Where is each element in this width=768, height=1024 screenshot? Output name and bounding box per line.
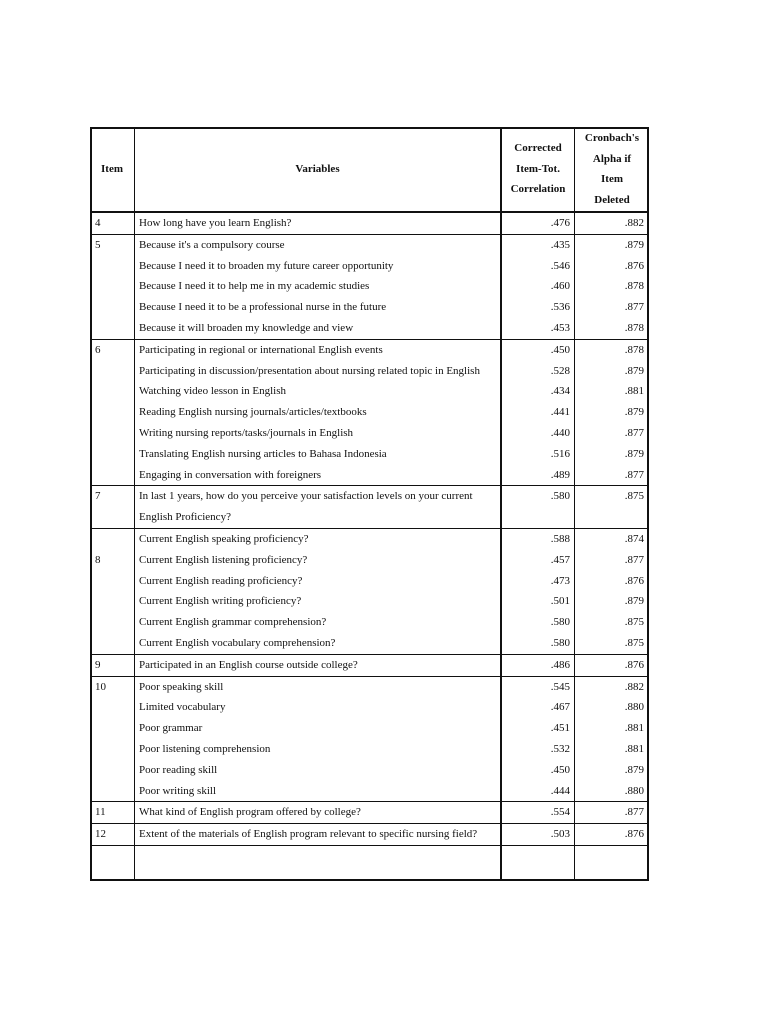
variable-cell: How long have you learn English? <box>134 212 501 234</box>
variable-cell: Current English speaking proficiency? <box>139 532 309 545</box>
corrected-correlation-cell: .580 <box>550 616 570 629</box>
item-number-cell <box>90 633 134 654</box>
alpha-if-deleted-cell: .876 <box>624 574 644 587</box>
alpha-if-deleted-cell: .878 <box>624 280 644 293</box>
table-row <box>90 633 649 654</box>
item-number-cell: 5 <box>95 238 101 251</box>
variable-cell: Current English grammar comprehension? <box>139 616 327 629</box>
variable-cell: Because I need it to be a professional nurse in the future <box>139 301 387 314</box>
alpha-if-deleted-cell: .880 <box>624 701 644 714</box>
corrected-correlation-cell: .503 <box>501 824 575 846</box>
table-body <box>90 212 649 845</box>
item-number-cell <box>90 739 134 760</box>
item-number-cell: 10 <box>95 680 106 693</box>
corrected-correlation-cell: .450 <box>550 763 570 776</box>
table-row <box>90 339 649 360</box>
corrected-correlation-cell: .489 <box>501 465 575 486</box>
variable-cell: Limited vocabulary <box>139 701 226 714</box>
table-row <box>90 550 649 571</box>
table-row <box>90 802 649 824</box>
variable-cell: Poor writing skill <box>134 781 501 802</box>
alpha-if-deleted-cell: .879 <box>624 763 644 776</box>
item-number-cell <box>90 361 134 382</box>
reliability-table <box>90 127 649 846</box>
variable-cell: Participated in an English course outside college? <box>134 654 501 676</box>
item-number-cell: 12 <box>90 824 134 846</box>
variable-cell: Poor grammar <box>139 722 203 735</box>
variable-cell: Because I need it to help me in my academic studies <box>139 280 370 293</box>
corrected-correlation-cell: .588 <box>550 532 570 545</box>
variable-cell: Because it will broaden my knowledge and view <box>134 318 501 339</box>
item-number-cell <box>90 444 134 465</box>
corrected-correlation-cell: .476 <box>501 212 575 234</box>
corrected-correlation-cell: .450 <box>550 343 570 356</box>
alpha-if-deleted-cell: .881 <box>624 742 644 755</box>
variable-cell: Participating in discussion/presentation about nursing related topic in English <box>139 364 480 377</box>
variable-cell: Participating in regional or international English events <box>139 343 383 356</box>
variable-cell: Current English writing proficiency? <box>139 595 302 608</box>
item-number-cell <box>90 381 134 402</box>
alpha-if-deleted-cell: .877 <box>624 426 644 439</box>
table-row <box>90 718 649 739</box>
header-item: Item <box>90 127 134 212</box>
item-number-cell <box>90 402 134 423</box>
variable-cell: Because I need it to broaden my future career opportunity <box>139 259 394 272</box>
corrected-correlation-cell: .451 <box>550 722 570 735</box>
corrected-correlation-cell: .453 <box>501 318 575 339</box>
variable-cell: Translating English nursing articles to Bahasa Indonesia <box>139 447 387 460</box>
corrected-correlation-cell: .516 <box>550 447 570 460</box>
item-number-cell <box>90 423 134 444</box>
variable-cell: Poor listening comprehension <box>139 742 271 755</box>
header-corrected-line: Corrected <box>514 142 562 155</box>
alpha-if-deleted-cell: .882 <box>624 680 644 693</box>
table-row <box>90 318 649 339</box>
item-number-cell: 4 <box>90 212 134 234</box>
alpha-if-deleted-cell: .880 <box>575 781 649 802</box>
table-row <box>90 402 649 423</box>
header-variables: Variables <box>134 127 501 212</box>
variable-cell: Current English listening proficiency? <box>139 553 308 566</box>
alpha-if-deleted-cell: .881 <box>624 722 644 735</box>
item-number-cell: 8 <box>95 553 101 566</box>
variable-cell: Watching video lesson in English <box>139 385 286 398</box>
alpha-if-deleted-cell: .878 <box>575 318 649 339</box>
alpha-if-deleted-cell: .882 <box>575 212 649 234</box>
variable-cell: Writing nursing reports/tasks/journals in English <box>139 426 354 439</box>
alpha-if-deleted-cell: .875 <box>575 633 649 654</box>
header-alpha-line: Alpha if <box>592 152 632 165</box>
table-row <box>90 676 649 697</box>
alpha-if-deleted-cell: .879 <box>624 447 644 460</box>
variable-cell: Because it's a compulsory course <box>139 238 285 251</box>
table-header-row <box>90 127 649 212</box>
alpha-if-deleted-cell: .877 <box>575 802 649 824</box>
corrected-correlation-cell: .440 <box>550 426 570 439</box>
corrected-correlation-cell: .434 <box>550 385 570 398</box>
header-alpha-line: Deleted <box>594 193 630 206</box>
item-number-cell <box>90 760 134 781</box>
table-row <box>90 423 649 444</box>
header-alpha-line: Item <box>601 173 623 185</box>
item-number-cell: 6 <box>95 343 101 356</box>
item-number-cell <box>90 465 134 486</box>
alpha-if-deleted-cell: .879 <box>624 238 644 251</box>
item-number-cell: 9 <box>90 654 134 676</box>
corrected-correlation-cell: .580 <box>501 486 575 529</box>
alpha-if-deleted-cell: .879 <box>624 364 644 377</box>
alpha-if-deleted-cell: .879 <box>624 406 644 419</box>
variable-cell: Extent of the materials of English program relevant to specific nursing field? <box>134 824 501 846</box>
corrected-correlation-cell: .467 <box>550 701 570 714</box>
variable-cell: Poor reading skill <box>139 763 218 776</box>
table-row <box>90 465 649 486</box>
alpha-if-deleted-cell: .879 <box>624 595 644 608</box>
alpha-if-deleted-cell: .878 <box>624 343 644 356</box>
variable-cell: In last 1 years, how do you perceive your satisfaction levels on your current English Proficiency? <box>134 486 501 529</box>
table-row <box>90 591 649 612</box>
corrected-correlation-cell: .501 <box>550 595 570 608</box>
table-row <box>90 256 649 277</box>
table-row <box>90 612 649 633</box>
table-row <box>90 234 649 255</box>
item-number-cell <box>90 571 134 592</box>
variable-cell: Poor speaking skill <box>139 680 224 693</box>
header-corrected-item-total-correlation <box>501 127 575 212</box>
alpha-if-deleted-cell: .876 <box>575 654 649 676</box>
item-number-cell <box>90 718 134 739</box>
alpha-if-deleted-cell: .877 <box>624 553 644 566</box>
corrected-correlation-cell: .486 <box>501 654 575 676</box>
variable-cell: Engaging in conversation with foreigners <box>134 465 501 486</box>
alpha-if-deleted-cell: .876 <box>575 824 649 846</box>
alpha-if-deleted-cell: .874 <box>624 532 644 545</box>
table-row <box>90 571 649 592</box>
alpha-if-deleted-cell: .876 <box>624 259 644 272</box>
corrected-correlation-cell: .441 <box>550 406 570 419</box>
table-row <box>90 297 649 318</box>
corrected-correlation-cell: .460 <box>550 280 570 293</box>
variable-cell: Current English reading proficiency? <box>139 574 303 587</box>
table-row <box>90 276 649 297</box>
alpha-if-deleted-cell: .881 <box>624 385 644 398</box>
table-row <box>90 212 649 234</box>
table-row <box>90 739 649 760</box>
variable-cell: Current English vocabulary comprehension? <box>134 633 501 654</box>
item-number-cell <box>90 297 134 318</box>
item-number-cell <box>90 697 134 718</box>
table-row <box>90 528 649 549</box>
corrected-correlation-cell: .545 <box>550 680 570 693</box>
table-row <box>90 654 649 676</box>
alpha-if-deleted-cell: .875 <box>624 616 644 629</box>
header-cronbach-alpha-if-deleted <box>575 127 649 212</box>
item-number-cell <box>90 276 134 297</box>
item-number-cell <box>90 612 134 633</box>
corrected-correlation-cell: .457 <box>550 553 570 566</box>
table-row <box>90 486 649 529</box>
item-number-cell <box>90 318 134 339</box>
item-number-cell <box>90 591 134 612</box>
corrected-correlation-cell: .532 <box>550 742 570 755</box>
variable-cell: What kind of English program offered by college? <box>134 802 501 824</box>
table-row <box>90 381 649 402</box>
item-number-cell <box>90 256 134 277</box>
table-row <box>90 361 649 382</box>
corrected-correlation-cell: .435 <box>550 238 570 251</box>
alpha-if-deleted-cell: .877 <box>575 465 649 486</box>
corrected-correlation-cell: .536 <box>550 301 570 314</box>
header-corrected-line: Correlation <box>510 183 566 196</box>
alpha-if-deleted-cell: .877 <box>624 301 644 314</box>
table-row <box>90 444 649 465</box>
variable-cell: Reading English nursing journals/articles/textbooks <box>139 406 367 419</box>
corrected-correlation-cell: .528 <box>550 364 570 377</box>
corrected-correlation-cell: .444 <box>501 781 575 802</box>
item-number-cell <box>90 781 134 802</box>
header-alpha-line: Cronbach's <box>584 132 640 144</box>
item-number-cell: 7 <box>90 486 134 529</box>
corrected-correlation-cell: .554 <box>501 802 575 824</box>
table-row <box>90 824 649 846</box>
table-row <box>90 781 649 802</box>
table-row <box>90 697 649 718</box>
alpha-if-deleted-cell: .875 <box>575 486 649 529</box>
header-corrected-line: Item-Tot. <box>516 162 560 175</box>
corrected-correlation-cell: .546 <box>550 259 570 272</box>
item-number-cell: 11 <box>90 802 134 824</box>
item-number-cell <box>90 528 134 549</box>
corrected-correlation-cell: .473 <box>550 574 570 587</box>
table-row <box>90 760 649 781</box>
corrected-correlation-cell: .580 <box>501 633 575 654</box>
